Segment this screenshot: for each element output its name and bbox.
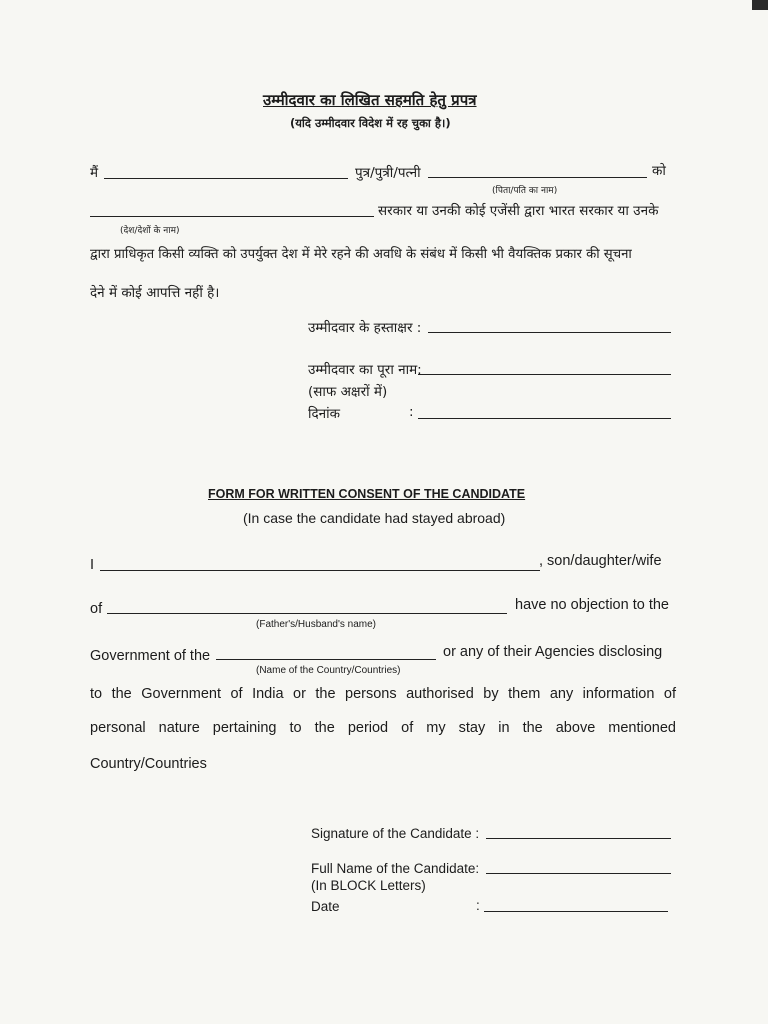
hindi-date-blank[interactable] [418,418,671,419]
hindi-line4-text: देने में कोई आपत्ति नहीं है। [90,285,220,301]
english-date-label: Date [311,899,340,914]
hindi-fullname-blank[interactable] [418,374,671,375]
english-relation-text: , son/daughter/wife [539,553,662,569]
hindi-country-hint: (देश/देशों के नाम) [120,226,180,236]
english-signature-blank[interactable] [486,838,671,839]
english-paragraph-line-2: personal nature pertaining to the period of my stay in the above mentioned [90,720,676,736]
english-paragraph-line-1: to the Government of India or the persons authorised by them any information of [90,686,676,702]
hindi-main-label: मैं [90,165,99,181]
hindi-block-hint: (साफ अक्षरों में) [308,384,388,400]
hindi-relation-label: पुत्र/पुत्री/पत्नी [355,165,421,181]
hindi-parent-blank[interactable] [428,177,647,178]
english-form-subtitle: (In case the candidate had stayed abroad) [243,510,506,526]
hindi-ko-label: को [652,163,666,179]
english-fullname-blank[interactable] [486,873,671,874]
english-form-title: FORM FOR WRITTEN CONSENT OF THE CANDIDATE [208,487,526,501]
hindi-line2-text: सरकार या उनकी कोई एजेंसी द्वारा भारत सरकार या उनके [378,203,659,219]
hindi-form-title: उम्मीदवार का लिखित सहमति हेतु प्रपत्र [263,91,477,109]
english-name-blank[interactable] [100,570,540,571]
hindi-country-blank[interactable] [90,216,374,217]
english-country-hint: (Name of the Country/Countries) [256,665,401,676]
english-fullname-label: Full Name of the Candidate: [311,861,480,876]
hindi-signature-blank[interactable] [428,332,671,333]
scan-corner-mark [752,0,768,10]
english-agencies-text: or any of their Agencies disclosing [443,644,663,660]
english-block-hint: (In BLOCK Letters) [311,878,426,893]
hindi-parent-hint: (पिता/पति का नाम) [492,186,558,196]
english-date-blank[interactable] [484,911,668,912]
english-no-objection-text: have no objection to the [515,597,669,613]
english-father-hint: (Father's/Husband's name) [256,619,376,630]
english-signature-label: Signature of the Candidate : [311,826,480,841]
hindi-name-blank[interactable] [104,178,348,179]
english-govt-label: Government of the [90,648,211,664]
english-i-label: I [90,557,95,573]
hindi-date-colon: : [409,404,414,420]
english-of-label: of [90,601,103,617]
hindi-line3-text: द्वारा प्राधिकृत किसी व्यक्ति को उपर्युक्त देश में मेरे रहने की अवधि के संबंध में किसी भी वैयक्तिक प्रकार की सूचना [90,247,632,262]
hindi-date-label: दिनांक [308,406,341,422]
english-date-colon: : [476,898,480,913]
hindi-signature-label: उम्मीदवार के हस्ताक्षर : [308,320,422,336]
english-father-blank[interactable] [107,613,507,614]
hindi-fullname-label: उम्मीदवार का पूरा नाम: [308,362,422,378]
english-paragraph-line-3: Country/Countries [90,756,207,772]
english-country-blank[interactable] [216,659,436,660]
hindi-form-subtitle: (यदि उम्मीदवार विदेश में रह चुका है।) [290,116,451,130]
